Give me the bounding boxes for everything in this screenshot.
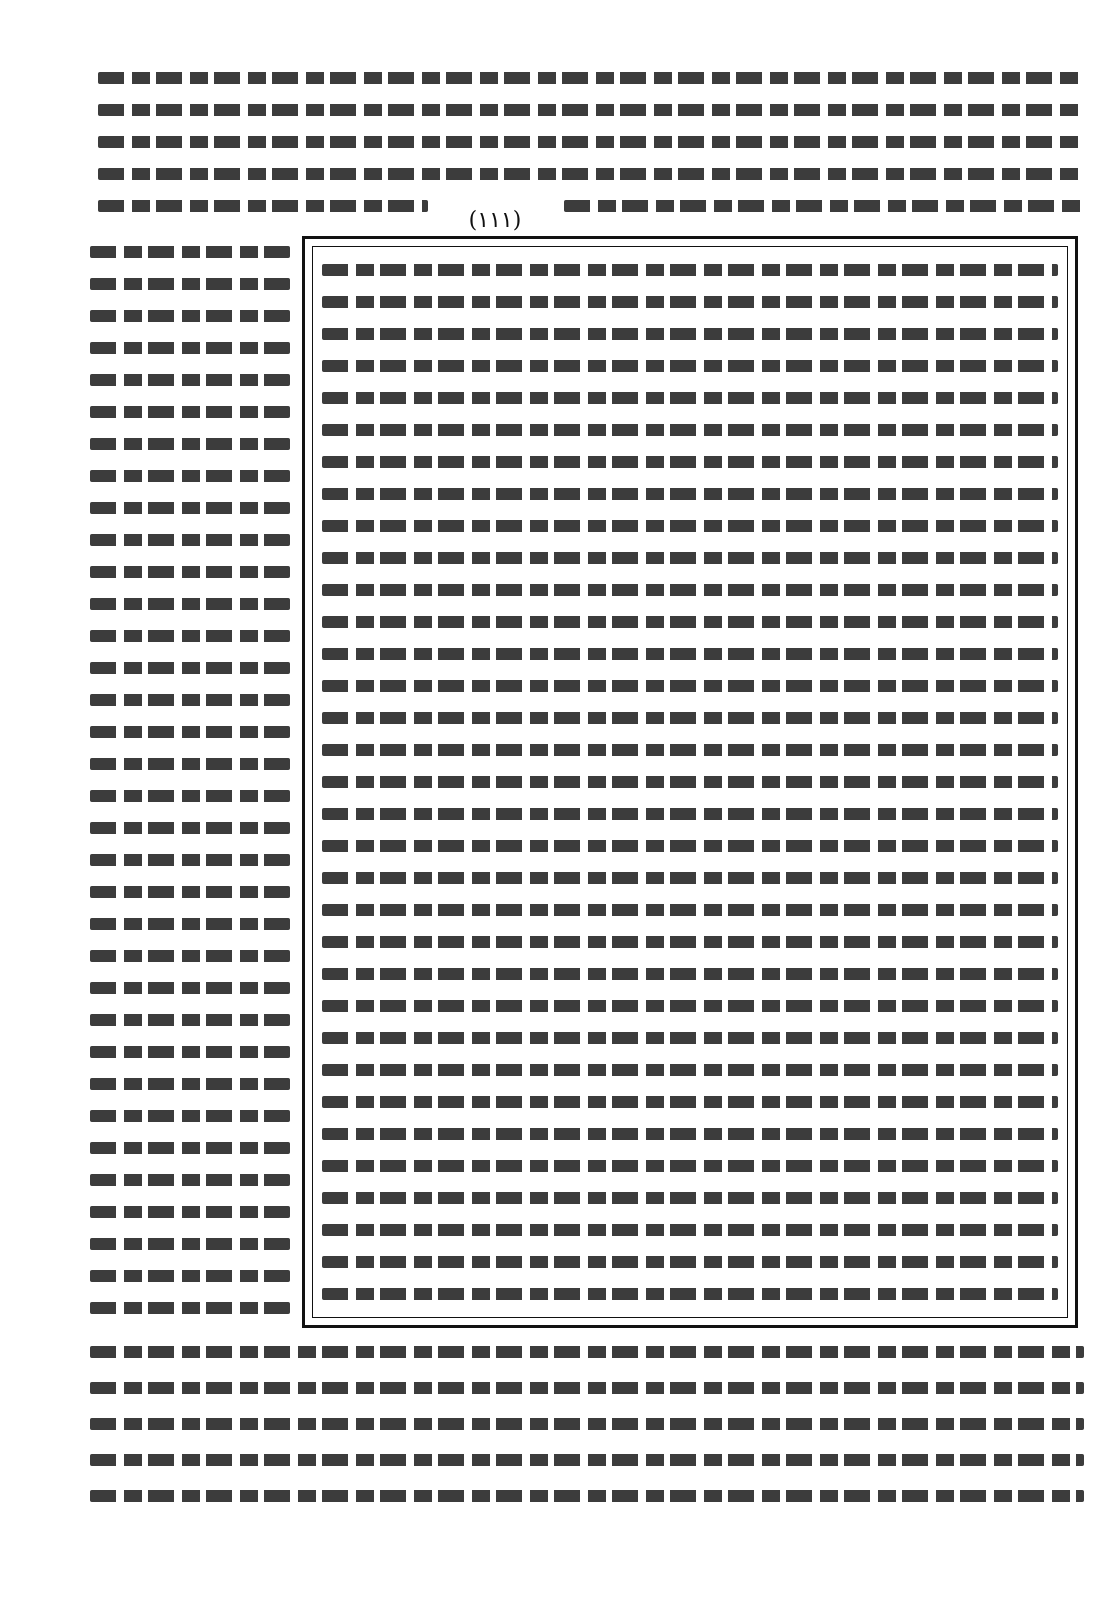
side-line <box>90 470 290 482</box>
side-line <box>90 630 290 642</box>
footer-line <box>90 1346 1084 1358</box>
side-line <box>90 566 290 578</box>
footer-line <box>90 1418 1084 1430</box>
header-line-tail <box>98 200 428 212</box>
main-line <box>322 616 1058 628</box>
footer-line <box>90 1490 1084 1502</box>
side-line <box>90 1174 290 1186</box>
main-line <box>322 776 1058 788</box>
main-line <box>322 1032 1058 1044</box>
header-line <box>98 168 1084 180</box>
page-number: (١١١) <box>468 208 522 233</box>
main-line <box>322 520 1058 532</box>
main-line <box>322 584 1058 596</box>
side-line <box>90 598 290 610</box>
main-line <box>322 936 1058 948</box>
side-line <box>90 374 290 386</box>
main-line <box>322 1160 1058 1172</box>
side-line <box>90 758 290 770</box>
side-line <box>90 1270 290 1282</box>
footer-text-block <box>90 1338 1084 1528</box>
main-line <box>322 648 1058 660</box>
side-line <box>90 1078 290 1090</box>
main-line <box>322 264 1058 276</box>
main-line <box>322 328 1058 340</box>
main-line <box>322 1096 1058 1108</box>
main-line <box>322 1000 1058 1012</box>
footer-line <box>90 1454 1084 1466</box>
side-line <box>90 1206 290 1218</box>
main-line <box>322 392 1058 404</box>
main-line <box>322 840 1058 852</box>
side-line <box>90 502 290 514</box>
main-line <box>322 968 1058 980</box>
main-line <box>322 744 1058 756</box>
side-line <box>90 1110 290 1122</box>
side-line <box>90 1142 290 1154</box>
main-line <box>322 1192 1058 1204</box>
side-line <box>90 726 290 738</box>
side-line <box>90 246 290 258</box>
side-line <box>90 854 290 866</box>
side-line <box>90 278 290 290</box>
side-line <box>90 310 290 322</box>
main-line <box>322 296 1058 308</box>
main-text-block <box>322 256 1058 1308</box>
side-line <box>90 886 290 898</box>
main-line <box>322 360 1058 372</box>
main-line <box>322 904 1058 916</box>
side-line <box>90 982 290 994</box>
side-line <box>90 694 290 706</box>
side-line <box>90 406 290 418</box>
main-line <box>322 1256 1058 1268</box>
side-line <box>90 662 290 674</box>
main-line <box>322 712 1058 724</box>
side-line <box>90 950 290 962</box>
side-line <box>90 822 290 834</box>
main-line <box>322 1128 1058 1140</box>
header-line <box>98 72 1084 84</box>
side-line <box>90 1014 290 1026</box>
side-line <box>90 790 290 802</box>
main-line <box>322 1288 1058 1300</box>
side-line <box>90 1238 290 1250</box>
footer-line <box>90 1382 1084 1394</box>
main-line <box>322 552 1058 564</box>
side-line <box>90 918 290 930</box>
header-line <box>564 200 1084 212</box>
main-line <box>322 456 1058 468</box>
main-line <box>322 424 1058 436</box>
side-line <box>90 342 290 354</box>
main-line <box>322 872 1058 884</box>
side-line <box>90 534 290 546</box>
main-line <box>322 1224 1058 1236</box>
main-line <box>322 808 1058 820</box>
header-line <box>98 136 1084 148</box>
side-line <box>90 1302 290 1314</box>
header-line <box>98 104 1084 116</box>
main-line <box>322 488 1058 500</box>
main-line <box>322 680 1058 692</box>
side-column-text-block <box>90 240 290 1328</box>
side-line <box>90 438 290 450</box>
side-line <box>90 1046 290 1058</box>
main-line <box>322 1064 1058 1076</box>
